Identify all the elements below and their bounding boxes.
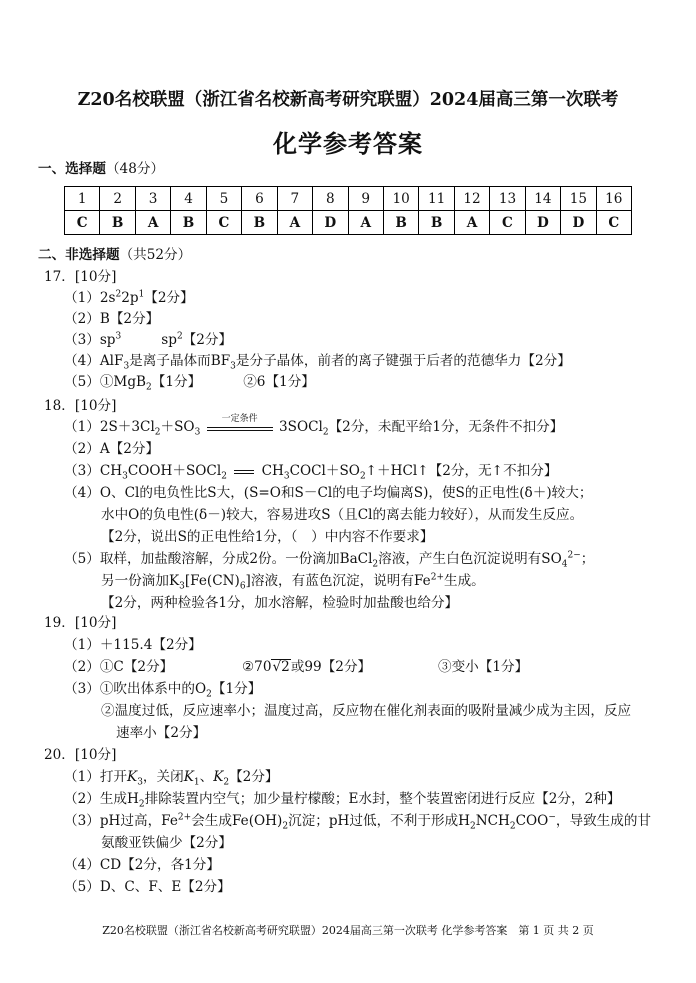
exam-title: Z20名校联盟（浙江省名校新高考研究联盟）2024届高三第一次联考	[77, 90, 619, 110]
q18-part5-line1: （5）取样，加盐酸溶解，分成2份。一份滴加BaCl$_2$溶液，产生白色沉淀说明有$SO_4^{2-}$；	[64, 550, 595, 570]
answer-cell: C	[596, 211, 631, 235]
q20-part2: （2）生成$H_2$排除装置内空气；加少量柠檬酸；E水封，整个装置密闭进行反应【2分，2种】	[64, 791, 621, 810]
q18-part4-line2: 水中O的负电性(δ－)较大，容易进攻S（且Cl的离去能力较好），从而发生反应。	[101, 507, 584, 523]
answer-cell: D	[313, 211, 348, 235]
q19-part2: （2）①C【2分】	[64, 659, 174, 675]
question-number-cell: 14	[525, 187, 560, 211]
q18-part2: （2）A【2分】	[64, 441, 160, 457]
question-number-cell: 7	[277, 187, 312, 211]
q19-label: 19．[10分]	[44, 615, 117, 631]
section1-score: （48分）	[105, 161, 165, 177]
page-footer: Z20名校联盟（浙江省名校新高考研究联盟）2024届高三第一次联考 化学参考答案 第 1 页 共 2 页	[102, 924, 594, 937]
choice-answer-table	[64, 186, 632, 235]
q17-label: 17．[10分]	[44, 269, 117, 285]
q19-part2-c: ③变小【1分】	[438, 659, 529, 675]
reaction-condition-arrow: 一定条件	[205, 418, 275, 436]
q17-part4: （4）AlF$_3$是离子晶体而$BF_3$是分子晶体，前者的离子键强于后者的范德华力【2分】	[64, 353, 571, 372]
question-number-cell: 5	[206, 187, 241, 211]
question-number-cell: 4	[171, 187, 206, 211]
answer-key-title: 化学参考答案	[273, 129, 423, 158]
section2-heading-line	[38, 246, 191, 264]
answer-cell: A	[277, 211, 312, 235]
section1-heading-line	[38, 160, 164, 178]
question-number-cell: 12	[454, 187, 489, 211]
equals-sign	[231, 462, 257, 480]
answer-cell: A	[348, 211, 383, 235]
question-number-cell: 16	[596, 187, 631, 211]
answer-cell: C	[490, 211, 525, 235]
answer-cell: A	[454, 211, 489, 235]
question-number-cell: 10	[383, 187, 418, 211]
question-number-cell: 2	[100, 187, 135, 211]
q18-part4-line1: （4）O、Cl的电负性比S大，(S=O和S－Cl的电子均偏离S)，使S的正电性(δ＋)较大；	[64, 485, 593, 501]
answer-cell: B	[242, 211, 277, 235]
answer-cell: C	[206, 211, 241, 235]
question-number-row	[65, 187, 632, 211]
answer-cell: B	[419, 211, 454, 235]
q18-part4-line3: 【2分，说出S的正电性给1分，（ ）中内容不作要求】	[101, 529, 434, 545]
question-number-cell: 9	[348, 187, 383, 211]
answer-cell: B	[383, 211, 418, 235]
question-number-cell: 3	[135, 187, 170, 211]
answer-cell: D	[525, 211, 560, 235]
q20-part5: （5）D、C、F、E【2分】	[64, 879, 231, 895]
q20-part1: （1）打开$K_3$，关闭$K_1$、$K_2$【2分】	[64, 769, 279, 788]
question-number-cell: 1	[65, 187, 100, 211]
section2-heading: 二、非选择题	[38, 247, 120, 263]
question-number-cell: 13	[490, 187, 525, 211]
section2-score: （共52分）	[119, 247, 192, 263]
q20-part4: （4）CD【2分，各1分】	[64, 857, 220, 873]
q19-part2-b: ②70√2或99【2分】	[242, 659, 372, 675]
section1-heading: 一、选择题	[38, 161, 106, 177]
q19-part3-line1: （3）①吹出体系中的$O_2$【1分】	[64, 681, 262, 700]
q19-part3-line2: ②温度过低，反应速率小；温度过高，反应物在催化剂表面的吸附量减少成为主因，反应	[101, 703, 632, 719]
q18-part5-line3: 【2分，两种检验各1分，加水溶解，检验时加盐酸也给分】	[101, 595, 459, 611]
q18-label: 18．[10分]	[44, 398, 117, 414]
q17-part2: （2）B【2分】	[64, 311, 160, 327]
answer-cell: C	[65, 211, 100, 235]
q18-part5-line2: 另一份滴加$K_3[Fe(CN)_6]$溶液，有蓝色沉淀，说明有$Fe^{2+}$生成。	[101, 572, 485, 592]
q17-part3: $(3)sp^3$ $sp^2$【2分】	[64, 331, 233, 348]
answer-cell: B	[100, 211, 135, 235]
q17-part1: $(1)2s^22p^1$【2分】	[64, 289, 194, 306]
answer-row	[65, 211, 632, 235]
q17-part5: （5）①MgB$_2$【1分】 ②6【1分】	[64, 374, 315, 393]
question-number-cell: 6	[242, 187, 277, 211]
question-number-cell: 8	[313, 187, 348, 211]
q19-part1: （1）＋115.4【2分】	[64, 637, 202, 653]
q20-part3-line2: 氨酸亚铁偏少【2分】	[101, 835, 232, 851]
q20-label: 20．[10分]	[44, 747, 117, 763]
q18-part1: $(1)2S+3Cl_2+SO_3$ 一定条件 3SOCl$_2$【2分，未配平给1分，无条件不扣分】	[64, 414, 564, 438]
question-number-cell: 11	[419, 187, 454, 211]
question-number-cell: 15	[561, 187, 596, 211]
q19-part3-line3: 速率小【2分】	[116, 725, 207, 741]
q20-part3-line1: （3）pH过高，$Fe^{2+}$会生成$Fe(OH)_2$沉淀；pH过低，不利于形成$H_2NCH_2COO^-$，导致生成的甘	[64, 812, 652, 832]
answer-cell: B	[171, 211, 206, 235]
answer-cell: D	[561, 211, 596, 235]
answer-cell: A	[135, 211, 170, 235]
q18-part3: $(3)CH_3COOH+SOCl_2$ $CH_3COCl+SO_2↑+HCl↑$【2分，无↑不扣分】	[64, 463, 558, 482]
